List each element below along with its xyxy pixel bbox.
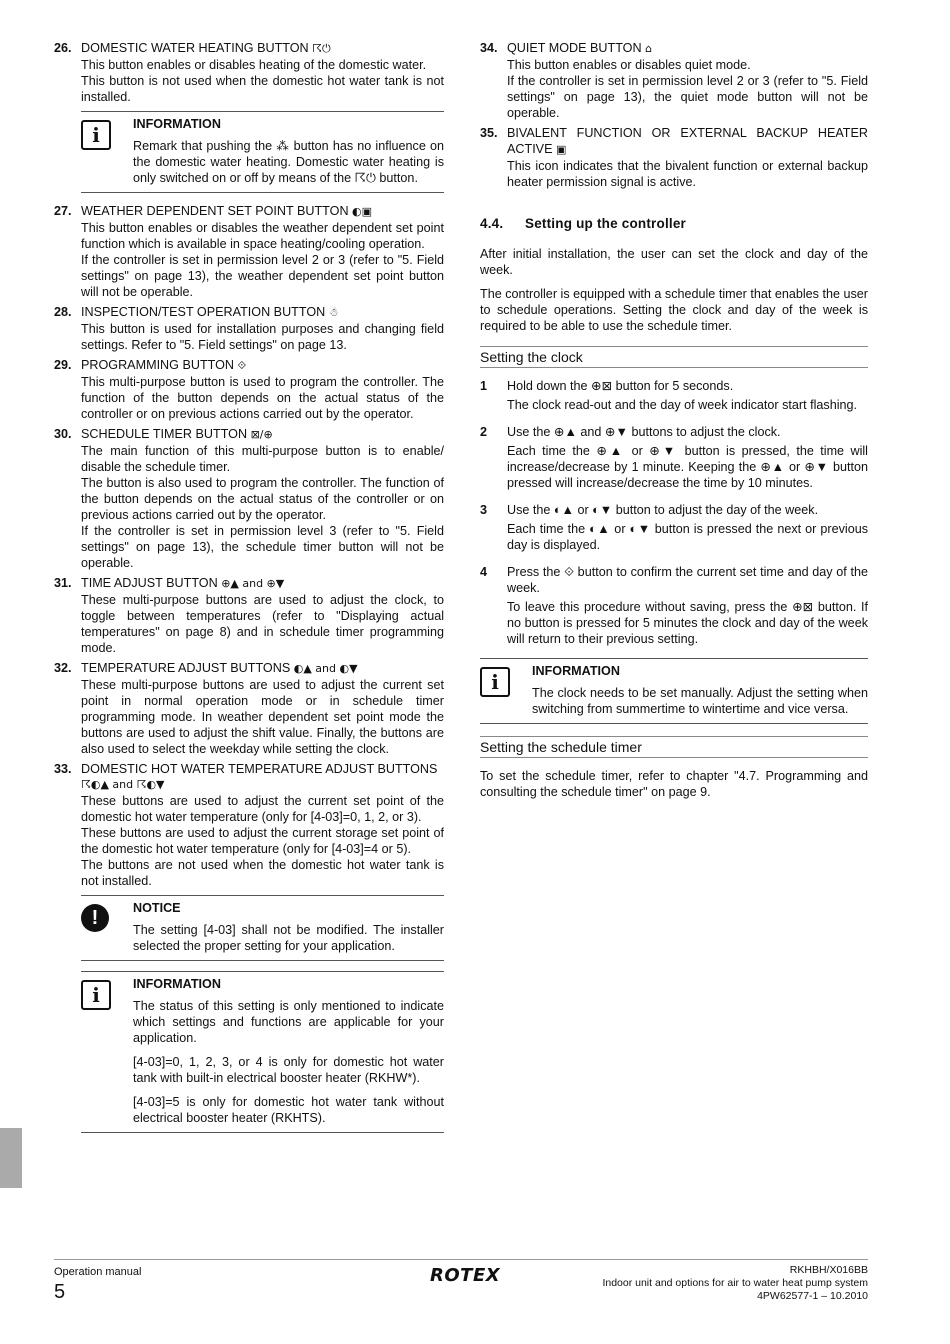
item-text: The buttons are not used when the domestic hot water tank is not installed. xyxy=(81,858,444,888)
page-number: 5 xyxy=(54,1281,66,1303)
dhw-heating-icon: ☈⏻ xyxy=(312,42,331,55)
step-text: Use the ⊕▲ and ⊕▼ buttons to adjust the clock. xyxy=(507,425,781,439)
quiet-mode-icon: ⌂ xyxy=(645,42,653,55)
info-icon: i xyxy=(81,980,111,1010)
item-text: These buttons are used to adjust the current storage set point of the domestic hot water temperature (only for [4-03]=4 or 5). xyxy=(81,826,444,856)
step-text: Use the ◐▲ or ◐▼ button to adjust the day of the week. xyxy=(507,503,819,517)
step-text: Each time the ◐▲ or ◐▼ button is pressed the next or previous day is displayed. xyxy=(507,522,868,552)
info-icon: i xyxy=(480,667,510,697)
item-text: If the controller is set in permission level 3 (refer to "5. Field settings" on page 13), the schedule timer button will not be operable. xyxy=(81,524,444,570)
step-number: 1 xyxy=(480,379,488,393)
item-text: This button enables or disables quiet mode. xyxy=(507,58,751,72)
item-heading: BIVALENT FUNCTION OR EXTERNAL BACKUP HEATER ACTIVE xyxy=(507,126,868,156)
temperature-adjust-icon: ◐▲ and ◐▼ xyxy=(293,662,358,675)
paragraph: To set the schedule timer, refer to chapter "4.7. Programming and consulting the schedule timer" on page 9. xyxy=(480,769,868,799)
left-column xyxy=(54,40,444,1143)
item-number: 26. xyxy=(54,41,72,55)
item-heading: PROGRAMMING BUTTON xyxy=(81,358,234,372)
item-heading: INSPECTION/TEST OPERATION BUTTON xyxy=(81,305,326,319)
step-number: 4 xyxy=(480,565,488,579)
item-number: 27. xyxy=(54,204,72,218)
paragraph: The controller is equipped with a schedule timer that enables the user to schedule operations. Setting the clock and day of the week is required to be able to use the schedule timer. xyxy=(480,287,868,333)
list-item xyxy=(480,125,868,190)
subsection-title: Setting the schedule timer xyxy=(480,736,868,758)
box-text: The setting [4-03] shall not be modified. The installer selected the proper setting for your application. xyxy=(133,923,444,953)
information-box xyxy=(81,971,444,1133)
item-text: This button is not used when the domestic hot water tank is not installed. xyxy=(81,74,444,104)
item-text: If the controller is set in permission level 2 or 3 (refer to "5. Field settings" on page 13), the weather dependent set point button will not be operable. xyxy=(81,253,444,299)
list-item xyxy=(54,575,444,656)
item-text: If the controller is set in permission level 2 or 3 (refer to "5. Field settings" on page 13), the quiet mode button will not be operable. xyxy=(507,74,868,120)
notice-exclamation-icon: ! xyxy=(81,904,109,932)
box-text: [4-03]=5 is only for domestic hot water tank without electrical booster heater (RKHTS). xyxy=(133,1095,444,1125)
box-title: NOTICE xyxy=(133,901,181,915)
programming-icon: ⟐ xyxy=(237,359,247,372)
inspection-icon: ☃ xyxy=(328,306,339,319)
section-number: 4.4. xyxy=(480,216,504,231)
footer-right xyxy=(602,1264,868,1303)
item-text: This multi-purpose button is used to program the controller. The function of the button depends on the actual status of the controller or on previous actions carried out by the operator. xyxy=(81,375,444,421)
box-text: The clock needs to be set manually. Adjust the setting when switching from summertime to wintertime and vice versa. xyxy=(532,686,868,716)
bivalent-icon: ▣ xyxy=(556,143,567,156)
footer-divider xyxy=(54,1259,868,1260)
item-text: These multi-purpose buttons are used to adjust the current set point in normal operation mode or in schedule timer programming mode. In weather dependent set point mode the buttons are used to adjust the shift value. Finally, the buttons are also used to select the weekday while setting the clock. xyxy=(81,678,444,756)
list-item xyxy=(54,660,444,757)
item-text: The button is also used to program the controller. The function of the button depends on the actual status of the controller or on previous actions carried out by the operator. xyxy=(81,476,444,522)
info-icon: i xyxy=(81,120,111,150)
item-text: This icon indicates that the bivalent function or external backup heater permission signal is active. xyxy=(507,159,868,189)
list-item xyxy=(54,426,444,571)
list-item xyxy=(54,304,444,353)
box-title: INFORMATION xyxy=(133,977,221,991)
item-text: This button enables or disables the weather dependent set point function which is available in space heating/cooling operation. xyxy=(81,221,444,251)
step-text: Hold down the ⊕⊠ button for 5 seconds. xyxy=(507,379,734,393)
footer-doc-number: 4PW62577-1 – 10.2010 xyxy=(757,1290,868,1302)
list-item xyxy=(54,40,444,105)
list-item xyxy=(54,203,444,300)
footer-model: RKHBH/X016BB xyxy=(789,1264,868,1276)
step-text: Each time the ⊕▲ or ⊕▼ button is pressed, the time will increase/decrease by 1 minute. Keeping the ⊕▲ or ⊕▼ button pressed will increase/decrease the time by 10 minutes. xyxy=(507,444,868,490)
section-heading xyxy=(480,216,868,232)
step-number: 3 xyxy=(480,503,488,517)
item-number: 32. xyxy=(54,661,72,675)
subsection-title: Setting the clock xyxy=(480,346,868,368)
weather-dependent-icon: ◐▣ xyxy=(352,205,373,218)
footer-manual-label: Operation manual xyxy=(54,1266,142,1278)
item-number: 31. xyxy=(54,576,72,590)
box-title: INFORMATION xyxy=(532,664,620,678)
item-heading: TEMPERATURE ADJUST BUTTONS xyxy=(81,661,291,675)
item-text: These multi-purpose buttons are used to adjust the clock, to toggle between temperatures (refer to "Displaying actual temperatures" on page 8) and in schedule timer programming mode. xyxy=(81,593,444,655)
step xyxy=(480,424,868,494)
right-column xyxy=(480,40,868,808)
schedule-timer-icon: ⊠/⊕ xyxy=(250,428,273,441)
information-box xyxy=(480,658,868,724)
item-heading: QUIET MODE BUTTON xyxy=(507,41,642,55)
step-text: To leave this procedure without saving, press the ⊕⊠ button. If no button is pressed for 5 minutes the clock and day of the week will return to their previous setting. xyxy=(507,600,868,646)
step-text: The clock read-out and the day of week indicator start flashing. xyxy=(507,398,858,412)
footer-left xyxy=(54,1264,141,1304)
box-text: Remark that pushing the ⁂ button has no influence on the domestic water heating. Domestic water heating is only switched on or off by means of the ☈⏻ button. xyxy=(133,139,444,185)
list-item xyxy=(54,357,444,422)
footer-description: Indoor unit and options for air to water heat pump system xyxy=(602,1277,868,1289)
box-title: INFORMATION xyxy=(133,117,221,131)
item-heading: DOMESTIC HOT WATER TEMPERATURE ADJUST BUTTONS xyxy=(81,762,438,776)
box-text: [4-03]=0, 1, 2, 3, or 4 is only for domestic hot water tank with built-in electrical booster heater (RKHW*). xyxy=(133,1055,444,1085)
item-text: This button enables or disables heating of the domestic water. xyxy=(81,58,427,72)
item-heading: DOMESTIC WATER HEATING BUTTON xyxy=(81,41,309,55)
item-heading: TIME ADJUST BUTTON xyxy=(81,576,218,590)
item-number: 28. xyxy=(54,305,72,319)
item-text: These buttons are used to adjust the current set point of the domestic hot water temperature (only for [4-03]=0, 1, 2, or 3). xyxy=(81,794,444,824)
item-number: 30. xyxy=(54,427,72,441)
step-number: 2 xyxy=(480,425,488,439)
step xyxy=(480,502,868,556)
rotex-logo: ROTEX xyxy=(430,1265,501,1286)
item-number: 29. xyxy=(54,358,72,372)
list-item xyxy=(480,40,868,121)
information-box xyxy=(81,111,444,193)
item-text: The main function of this multi-purpose button is to enable/ disable the schedule timer. xyxy=(81,444,444,474)
item-text: This button is used for installation purposes and changing field settings. Refer to "5. Field settings" on page 13. xyxy=(81,322,444,352)
dhw-temperature-adjust-icon: ☈◐▲ and ☈◐▼ xyxy=(81,778,165,791)
item-number: 34. xyxy=(480,41,498,55)
section-title: Setting up the controller xyxy=(525,216,687,231)
box-text: The status of this setting is only mentioned to indicate which settings and functions are applicable for your application. xyxy=(133,999,444,1045)
step-text: Press the ⟐ button to confirm the current set time and day of the week. xyxy=(507,565,868,595)
item-number: 35. xyxy=(480,126,498,140)
item-number: 33. xyxy=(54,762,72,776)
item-heading: WEATHER DEPENDENT SET POINT BUTTON xyxy=(81,204,349,218)
step xyxy=(480,564,868,650)
paragraph: After initial installation, the user can set the clock and day of the week. xyxy=(480,247,868,277)
item-heading: SCHEDULE TIMER BUTTON xyxy=(81,427,248,441)
list-item xyxy=(54,761,444,889)
page-edge-tab xyxy=(0,1128,22,1188)
notice-box xyxy=(81,895,444,961)
step xyxy=(480,378,868,416)
time-adjust-icon: ⊕▲ and ⊕▼ xyxy=(221,577,285,590)
